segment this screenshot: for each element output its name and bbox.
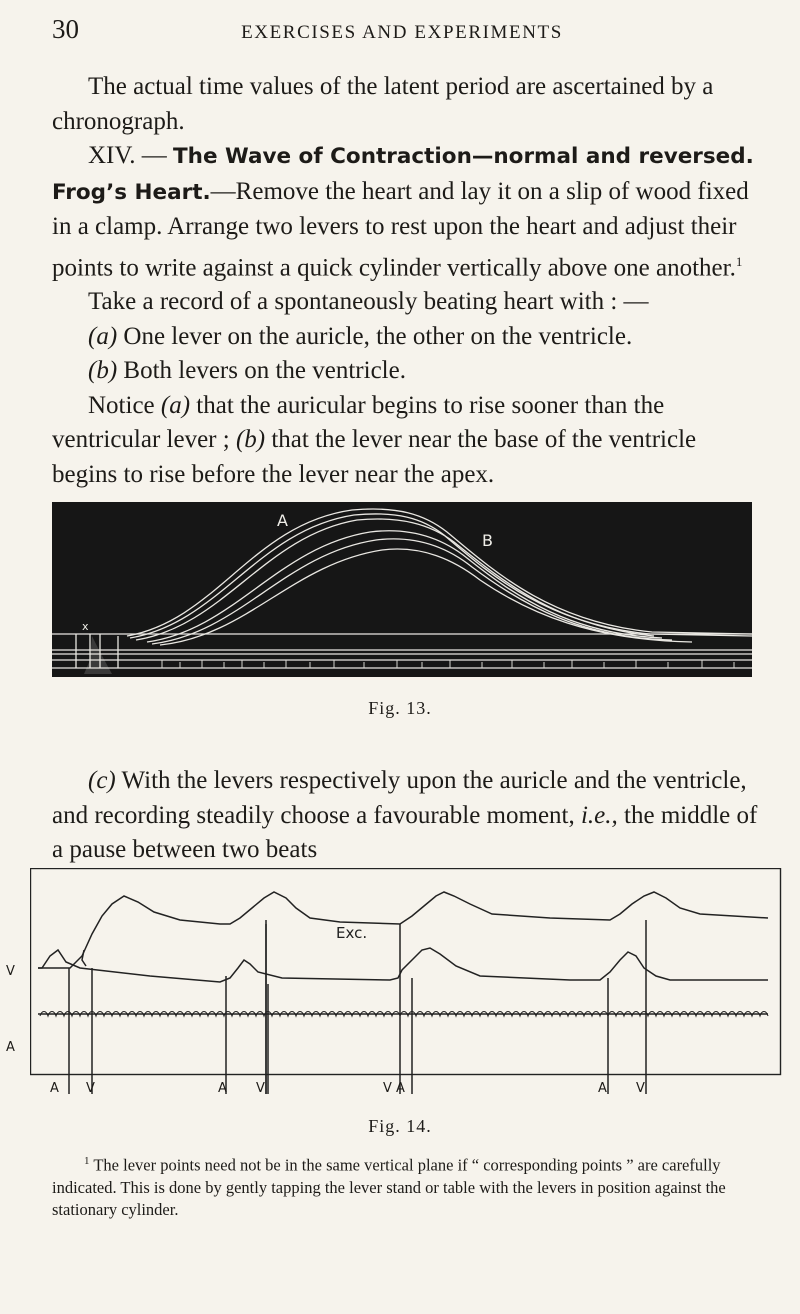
label-b: B bbox=[482, 531, 493, 550]
body-text-top bbox=[52, 70, 758, 492]
paragraph-latent-period: The actual time values of the latent period are ascertained by a chronograph. bbox=[52, 73, 714, 135]
bottom-label: V bbox=[256, 1081, 265, 1096]
paragraph-option-c: (c) With the levers respectively upon the auricle and the ventricle, and recording steadily choose a favourable moment, i.e., the middle of a pause between two beats bbox=[52, 767, 758, 863]
label-v-side: V bbox=[6, 964, 15, 979]
paragraph-option-b: (b) Both levers on the ventricle. bbox=[88, 357, 406, 385]
body-text-middle bbox=[52, 764, 758, 868]
paragraph-option-a: (a) One lever on the auricle, the other on the ventricle. bbox=[88, 322, 633, 350]
bottom-label: V A bbox=[383, 1081, 405, 1096]
footnote bbox=[52, 1150, 758, 1221]
paragraph-notice: Notice (a) that the auricular begins to rise sooner than the ventricular lever ; (b) that the lever near the base of the ventricle begins to rise before the lever near the apex. bbox=[52, 391, 697, 488]
figure-13-caption: Fig. 13. bbox=[368, 698, 432, 718]
figure-14-caption: Fig. 14. bbox=[368, 1116, 432, 1136]
figure-14-tracing bbox=[30, 868, 785, 1094]
bottom-label: A bbox=[218, 1081, 227, 1096]
exc-label: Exc. bbox=[336, 924, 368, 942]
running-title: EXERCISES AND EXPERIMENTS bbox=[241, 22, 563, 43]
paragraph-experiment-xiv: XIV. — The Wave of Contraction—normal and reversed. Frog’s Heart.—Remove the heart and lay it on a slip of wood fixed in a clamp. Arrange two levers to rest upon the heart and adjust their points to write against a quick cylinder vertically above one another.$^1$ bbox=[52, 142, 754, 281]
running-head bbox=[52, 14, 752, 48]
label-a-side: A bbox=[6, 1040, 15, 1055]
footnote-mark: 1 bbox=[84, 1155, 90, 1167]
bottom-label: A bbox=[598, 1081, 607, 1096]
bottom-label: A bbox=[50, 1081, 59, 1096]
label-x: x bbox=[82, 620, 89, 633]
paragraph-take-record: Take a record of a spontaneously beating heart with : — bbox=[88, 288, 649, 316]
footnote-text: The lever points need not be in the same vertical plane if “ corresponding points ” are carefully indicated. This is done by gently tapping the lever stand or table with the levers in position against the stationary cylinder. bbox=[52, 1155, 726, 1219]
footnote-ref: 1 bbox=[735, 253, 743, 269]
page-number: 30 bbox=[52, 14, 79, 44]
section-heading: The Wave of Contraction—normal and reversed. Frog’s Heart. bbox=[52, 144, 754, 205]
bottom-label: V bbox=[86, 1081, 95, 1096]
figure-13-tracing bbox=[52, 502, 752, 677]
label-a: A bbox=[277, 511, 288, 530]
bottom-label: V bbox=[636, 1081, 645, 1096]
